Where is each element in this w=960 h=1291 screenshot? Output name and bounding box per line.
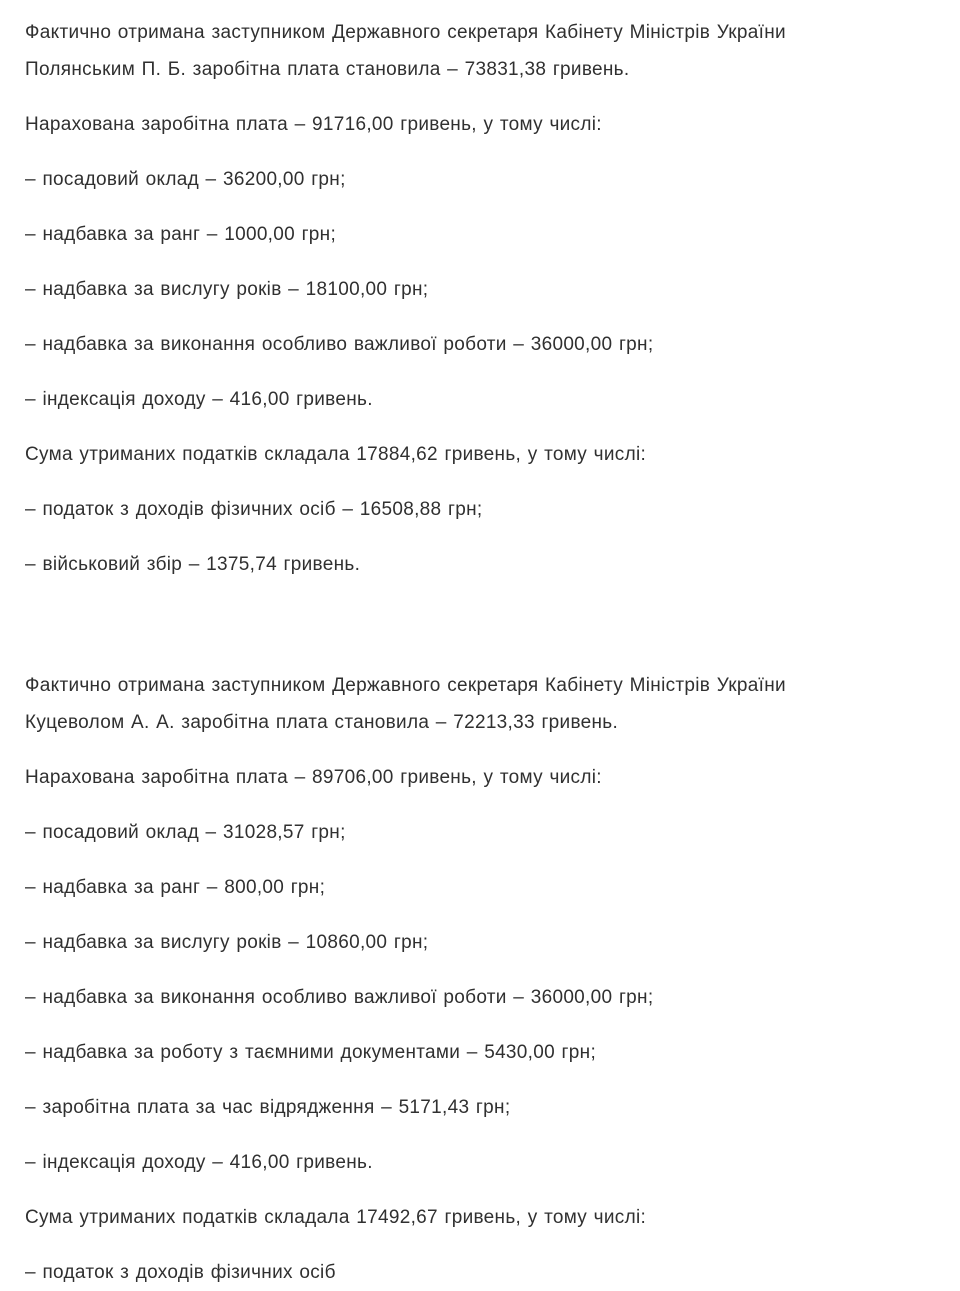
list-item-rank-allowance: – надбавка за ранг – 1000,00 грн; xyxy=(25,224,337,245)
paragraph-taxes-withheld: Сума утриманих податків складала 17492,67 гривень, у тому числі: xyxy=(25,1207,647,1228)
list-item-rank-allowance: – надбавка за ранг – 800,00 грн; xyxy=(25,877,326,898)
paragraph-received-total: Фактично отримана заступником Державного секретаря Кабінету Міністрів України Куцеволом А. А. заробітна плата становила – 72213,33 гривень. xyxy=(25,675,786,733)
paragraph-taxes-withheld: Сума утриманих податків складала 17884,62 гривень, у тому числі: xyxy=(25,444,647,465)
list-item-special-work-allowance: – надбавка за виконання особливо важливої роботи – 36000,00 грн; xyxy=(25,987,654,1008)
list-item-seniority-allowance: – надбавка за вислугу років – 10860,00 грн; xyxy=(25,932,429,953)
list-item-base-salary: – посадовий оклад – 31028,57 грн; xyxy=(25,822,346,843)
list-item-special-work-allowance: – надбавка за виконання особливо важливої роботи – 36000,00 грн; xyxy=(25,334,654,355)
list-item-income-indexation: – індексація доходу – 416,00 гривень. xyxy=(25,389,373,410)
list-item-seniority-allowance: – надбавка за вислугу років – 18100,00 грн; xyxy=(25,279,429,300)
paragraph-received-total: Фактично отримана заступником Державного секретаря Кабінету Міністрів України Полянським П. Б. заробітна плата становила – 73831,38 гривень. xyxy=(25,22,786,80)
section-salary-polianskyi xyxy=(25,14,860,583)
paragraph-accrued-total: Нарахована заробітна плата – 91716,00 гривень, у тому числі: xyxy=(25,114,602,135)
clipped-next-line: – податок з доходів фізичних осіб xyxy=(25,1262,336,1283)
list-item-income-tax: – податок з доходів фізичних осіб – 16508,88 грн; xyxy=(25,499,483,520)
paragraph-accrued-total: Нарахована заробітна плата – 89706,00 гривень, у тому числі: xyxy=(25,767,602,788)
list-item-income-indexation: – індексація доходу – 416,00 гривень. xyxy=(25,1152,373,1173)
list-item-business-trip-salary: – заробітна плата за час відрядження – 5171,43 грн; xyxy=(25,1097,511,1118)
list-item-military-levy: – військовий збір – 1375,74 гривень. xyxy=(25,554,361,575)
list-item-base-salary: – посадовий оклад – 36200,00 грн; xyxy=(25,169,346,190)
section-salary-kutsevol xyxy=(25,667,860,1291)
list-item-secret-documents-allowance: – надбавка за роботу з таємними документами – 5430,00 грн; xyxy=(25,1042,597,1063)
